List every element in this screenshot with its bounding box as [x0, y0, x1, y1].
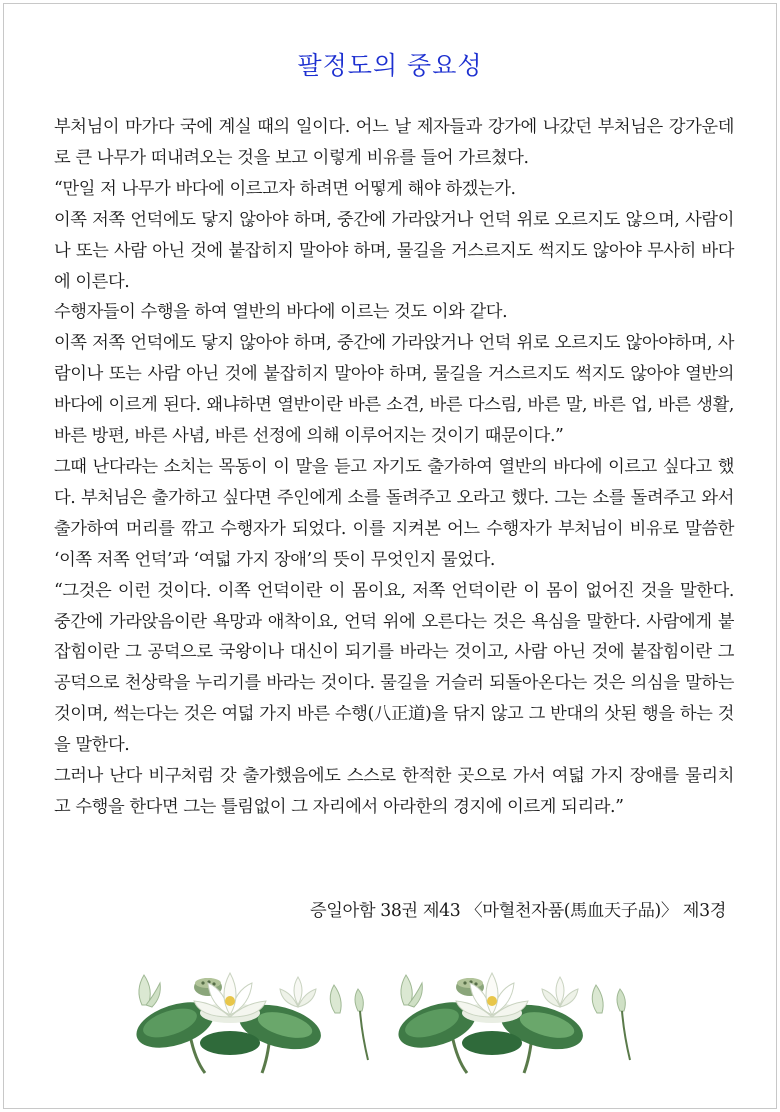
paragraph: 이쪽 저쪽 언덕에도 닿지 않아야 하며, 중간에 가라앉거나 언덕 위로 오르지도 않아야하며, 사람이나 또는 사람 아닌 것에 붙잡히지 말아야 하며, 물길을 거스르지도 썩지도 않아야 열반의 바다에 이르게 된다. 왜냐하면 열반이란 바른 소견, 바른 다스림, 바른 말, 바른 업, 바른 생활, 바른 방편, 바른 사념, 바른 선정에 의해 이루어지는 것이기 때문이다.”: [54, 333, 734, 447]
paragraph: 그러나 난다 비구처럼 갓 출가했음에도 스스로 한적한 곳으로 가서 여덟 가지 장애를 물리치고 수행을 한다면 그는 틀림없이 그 자리에서 아라한의 경지에 이르게 되리라.”: [54, 766, 734, 817]
body-text: [54, 112, 734, 823]
source-citation: 증일아함 38권 제43 〈마혈천자품(馬血天子品)〉 제3경: [309, 901, 726, 921]
paragraph: 그때 난다라는 소치는 목동이 이 말을 듣고 자기도 출가하여 열반의 바다에 이르고 싶다고 했다. 부처님은 출가하고 싶다면 주인에게 소를 돌려주고 오라고 했다. 그는 소를 돌려주고 와서 출가하여 머리를 깎고 수행자가 되었다. 이를 지켜본 어느 수행자가 부처님이 비유로 말씀한 ‘이쪽 저쪽 언덕’과 ‘여덟 가지 장애’의 뜻이 무엇인지 물었다.: [54, 456, 734, 570]
lotus-garland-illustration: [130, 965, 640, 1075]
paragraph: 수행자들이 수행을 하여 열반의 바다에 이르는 것도 이와 같다.: [54, 302, 508, 323]
paragraph: “그것은 이런 것이다. 이쪽 언덕이란 이 몸이요, 저쪽 언덕이란 이 몸이 없어진 것을 말한다. 중간에 가라앉음이란 욕망과 애착이요, 언덕 위에 오른다는 것은 욕심을 말한다. 사람에게 붙잡힘이란 그 공덕으로 국왕이나 대신이 되기를 바라는 것이고, 사람 아닌 것에 붙잡힘이란 그 공덕으로 천상락을 누리기를 바라는 것이다. 물길을 거슬러 되돌아온다는 것은 의심을 말하는 것이며, 썩는다는 것은 여덟 가지 바른 수행(八正道)을 닦지 않고 그 반대의 삿된 행을 하는 것을 말한다.: [54, 580, 734, 756]
paragraph: “만일 저 나무가 바다에 이르고자 하려면 어떻게 해야 하겠는가.: [54, 178, 516, 199]
paragraph: 이쪽 저쪽 언덕에도 닿지 않아야 하며, 중간에 가라앉거나 언덕 위로 오르지도 않으며, 사람이나 또는 사람 아닌 것에 붙잡히지 말아야 하며, 물길을 거스르지도 썩지도 않아야 무사히 바다에 이른다.: [54, 209, 734, 292]
page-title: 팔정도의 중요성: [297, 51, 483, 80]
paragraph: 부처님이 마가다 국에 계실 때의 일이다. 어느 날 제자들과 강가에 나갔던 부처님은 강가운데로 큰 나무가 떠내려오는 것을 보고 이렇게 비유를 들어 가르쳤다.: [54, 117, 734, 168]
